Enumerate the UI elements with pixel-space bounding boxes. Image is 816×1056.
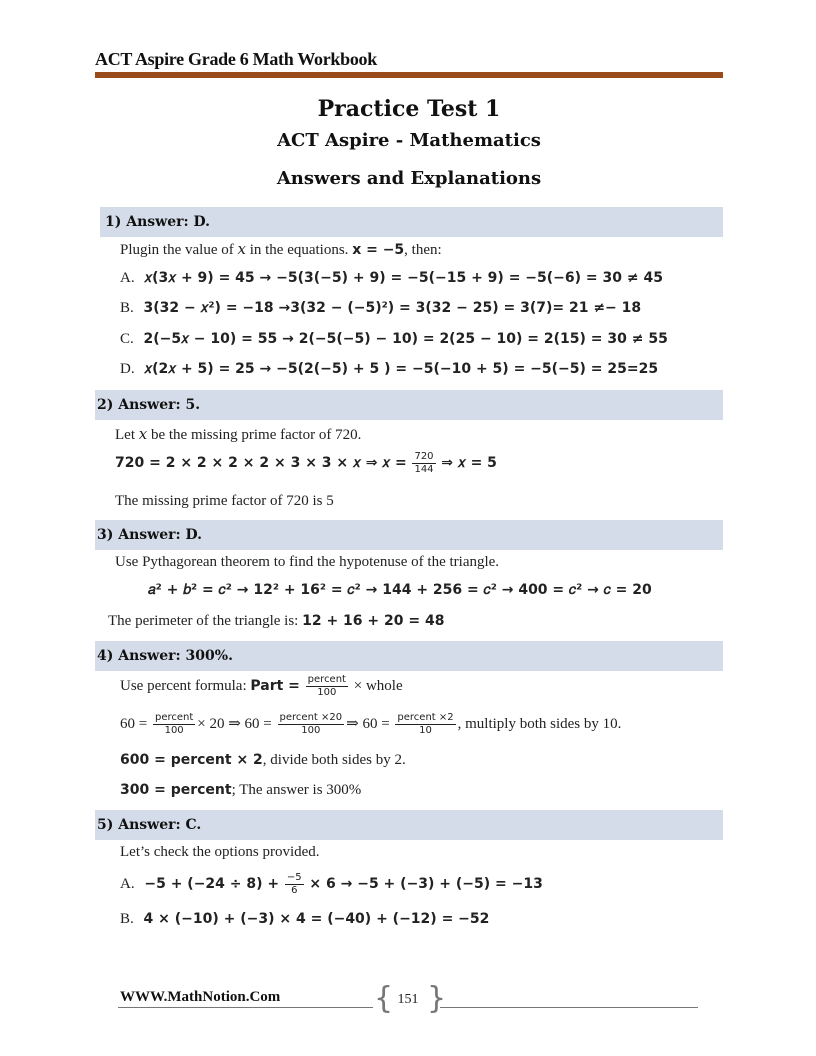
q3-equation — [148, 582, 652, 599]
answer-band-5: 5) Answer: C. — [95, 810, 723, 840]
q1-option-d — [120, 361, 658, 378]
page-subtitle: ACT Aspire - Mathematics — [277, 130, 541, 151]
q5-option-b — [120, 911, 489, 928]
page-title: Practice Test 1 — [317, 96, 501, 122]
q4-l2-f3-denominator: 10 — [419, 725, 432, 736]
q1-option-b-label: B. — [120, 300, 134, 316]
q1-option-a — [120, 270, 663, 287]
q4-l2-f1-denominator: 100 — [164, 725, 184, 736]
header-rule — [95, 72, 723, 78]
q5-option-b-label: B. — [120, 911, 134, 927]
q4-l2-a: 60 = — [120, 715, 148, 732]
q4-l3-eq: 600 = percent × 2 — [120, 752, 263, 768]
q1-intro-text-a: Plugin the value of — [120, 242, 238, 258]
q1-option-b — [120, 300, 641, 317]
section-title: Answers and Explanations — [276, 168, 542, 189]
q2-equation — [115, 451, 497, 476]
q2-intro — [115, 425, 361, 444]
q4-l3-text: , divide both sides by 2. — [262, 752, 406, 768]
q1-option-b-expr: 3(32 − 𝑥²) = −18 →3(32 − (−5)²) = 3(32 − 25) = 3(7)= 21 ≠− 18 — [143, 300, 642, 316]
q5-option-a — [120, 872, 543, 897]
q4-line-3 — [120, 752, 406, 769]
q4-l4-eq: 300 = percent — [120, 782, 232, 798]
q5-option-a-label: A. — [120, 875, 135, 892]
q4-formula — [120, 674, 403, 699]
q4-formula-part: Part = — [250, 677, 300, 694]
q4-formula-denominator: 100 — [317, 687, 337, 698]
q4-l2-f2-denominator: 100 — [301, 725, 321, 736]
page-brace-right-icon: } — [427, 981, 447, 1016]
q4-line-2 — [120, 712, 621, 737]
q1-intro-var: x — [237, 240, 246, 258]
footer-rule-right — [440, 1007, 698, 1008]
q1-option-a-label: A. — [120, 270, 135, 286]
q1-option-c-label: C. — [120, 331, 134, 347]
answer-band-4: 4) Answer: 300%. — [95, 641, 723, 671]
q2-intro-var: x — [138, 425, 148, 443]
answer-band-3: 3) Answer: D. — [95, 520, 723, 550]
q3-perimeter-text: The perimeter of the triangle is: — [108, 613, 303, 629]
answer-band-1: 1) Answer: D. — [100, 207, 723, 237]
q3-equation-text: 𝑎² + 𝑏² = 𝑐² → 12² + 16² = 𝑐² → 144 + 256 = 𝑐² → 400 = 𝑐² → 𝑐 = 20 — [148, 582, 652, 598]
q4-formula-fraction — [306, 674, 348, 699]
q2-fraction-denominator: 144 — [414, 464, 434, 475]
q4-formula-numerator: percent — [307, 674, 346, 685]
q4-line-4 — [120, 782, 361, 799]
q1-intro-text-b: in the equations. — [245, 242, 353, 258]
q4-formula-tail: × whole — [353, 677, 403, 694]
q3-intro: Use Pythagorean theorem to find the hypotenuse of the triangle. — [115, 554, 500, 570]
q5-option-a-right: × 6 → −5 + (−3) + (−5) = −13 — [309, 875, 543, 892]
q1-intro-text-c: , then: — [404, 242, 442, 258]
answer-band-2: 2) Answer: 5. — [95, 390, 723, 420]
q2-intro-text-b: be the missing prime factor of 720. — [147, 427, 362, 443]
page-number: 151 — [397, 992, 419, 1007]
q3-perimeter — [108, 613, 444, 630]
q4-l2-fraction-2 — [278, 712, 345, 737]
q1-intro-eq: x = −5 — [352, 242, 405, 258]
running-header: ACT Aspire Grade 6 Math Workbook — [95, 49, 377, 69]
q1-option-c-expr: 2(−5𝑥 − 10) = 55 → 2(−5(−5) − 10) = 2(25 − 10) = 2(15) = 30 ≠ 55 — [143, 331, 668, 347]
q4-l2-f3-numerator: percent ×2 — [397, 712, 454, 723]
q4-l4-text: ; The answer is 300% — [231, 782, 362, 798]
q4-l2-d: , multiply both sides by 10. — [457, 715, 622, 732]
q2-fraction — [412, 451, 435, 476]
q1-option-d-expr: 𝑥(2𝑥 + 5) = 25 → −5(2(−5) + 5 ) = −5(−10 + 5) = −5(−5) = 25=25 — [144, 361, 659, 377]
q2-conclusion: The missing prime factor of 720 is 5 — [115, 493, 334, 509]
q5-option-a-fraction — [285, 872, 304, 897]
q5-option-a-numerator: −5 — [286, 872, 302, 883]
q5-option-a-left: −5 + (−24 ÷ 8) + — [144, 875, 280, 892]
q4-l2-c: ⇒ 60 = — [346, 715, 390, 732]
footer-rule-left — [118, 1007, 373, 1008]
q1-intro — [120, 240, 442, 259]
q4-l2-fraction-3 — [395, 712, 455, 737]
footer-website: WWW.MathNotion.Com — [120, 989, 281, 1005]
q4-l2-fraction-1 — [153, 712, 195, 737]
q2-intro-text-a: Let — [115, 427, 139, 443]
q4-l2-f1-numerator: percent — [154, 712, 194, 723]
q4-formula-text: Use percent formula: — [120, 677, 251, 694]
q2-fraction-numerator: 720 — [414, 451, 434, 462]
page-brace-left-icon: { — [374, 981, 394, 1016]
q1-option-d-label: D. — [120, 361, 135, 377]
q1-option-a-expr: 𝑥(3𝑥 + 9) = 45 → −5(3(−5) + 9) = −5(−15 + 9) = −5(−6) = 30 ≠ 45 — [144, 270, 663, 286]
q2-equation-right: ⇒ 𝑥 = 5 — [441, 454, 497, 471]
q4-l2-f2-numerator: percent ×20 — [279, 712, 343, 723]
q5-intro: Let’s check the options provided. — [120, 844, 320, 860]
q3-perimeter-eq: 12 + 16 + 20 = 48 — [302, 613, 445, 629]
q2-equation-left: 720 = 2 × 2 × 2 × 2 × 3 × 3 × 𝑥 ⇒ 𝑥 = — [115, 454, 407, 471]
q4-l2-b: × 20 ⇒ 60 = — [197, 715, 272, 732]
q5-option-a-denominator: 6 — [291, 885, 298, 896]
q5-option-b-expr: 4 × (−10) + (−3) × 4 = (−40) + (−12) = −52 — [143, 911, 490, 927]
q1-option-c — [120, 331, 668, 348]
